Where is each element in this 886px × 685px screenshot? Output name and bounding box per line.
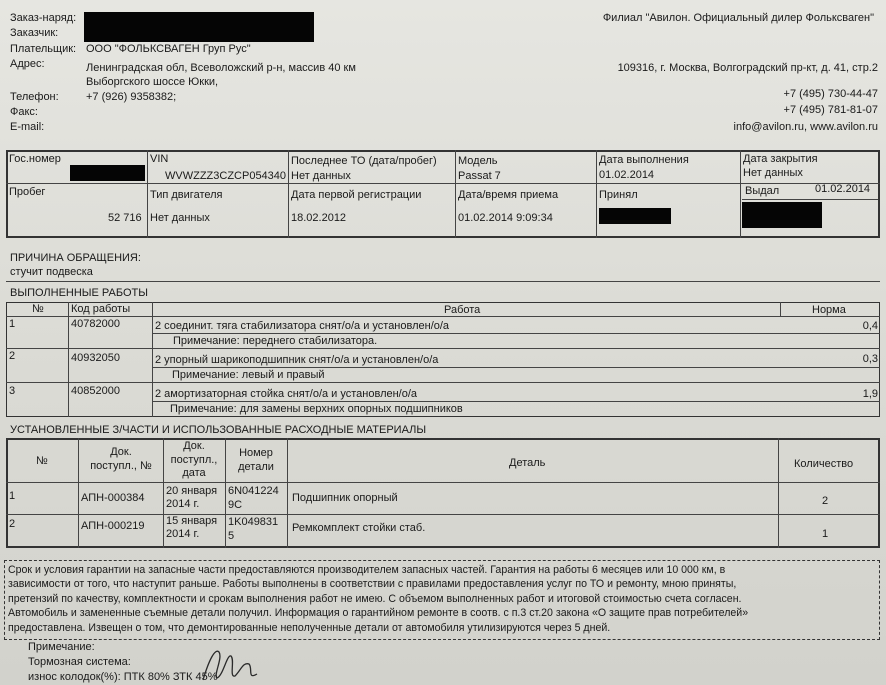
parts-col-divider-2 — [163, 438, 164, 548]
part-row-2-doc: АПН-000219 — [81, 520, 145, 532]
part-row-1-detail: Подшипник опорный — [292, 492, 398, 504]
fax-label: Факс: — [10, 106, 38, 118]
parts-header-detail: Деталь — [509, 457, 546, 469]
work-row-3-code: 40852000 — [71, 385, 120, 397]
vehicle-col-divider-5 — [740, 150, 741, 238]
parts-row-divider — [6, 514, 880, 515]
parts-col-divider-5 — [778, 438, 779, 548]
parts-header-part-num-2: детали — [238, 461, 274, 473]
reason-underline — [6, 281, 880, 282]
work-row-3-num: 3 — [9, 385, 16, 397]
mileage-value: 52 716 — [108, 212, 142, 224]
parts-col-divider-1 — [78, 438, 79, 548]
model-label: Модель — [458, 155, 498, 167]
issued-label: Выдал — [745, 185, 780, 197]
vehicle-col-divider-2 — [288, 150, 289, 238]
payer-value: ООО "ФОЛЬКСВАГЕН Груп Рус" — [86, 43, 251, 55]
work-row-2-code: 40932050 — [71, 352, 120, 364]
engine-value: Нет данных — [150, 212, 210, 224]
work-row-1-bottom — [6, 348, 880, 349]
footer-wear-label: износ колодок(%): ПТК 80% ЗТК 45% — [28, 671, 218, 683]
work-row-1-work: 2 соединит. тяга стабилизатора снят/о/а и установлен/о/а — [155, 320, 450, 332]
parts-header-doc-num-1: Док. — [110, 446, 132, 458]
parts-header-doc-date-3: дата — [182, 467, 206, 479]
parts-col-divider-4 — [287, 438, 288, 548]
works-col-divider-2 — [152, 302, 153, 417]
works-header-work: Работа — [444, 304, 481, 316]
part-row-1-date2: 2014 г. — [166, 498, 200, 510]
works-col-divider-3 — [780, 302, 781, 317]
branch-phone1: +7 (495) 730-44-47 — [783, 88, 878, 100]
work-row-1-code: 40782000 — [71, 318, 120, 330]
reason-title: ПРИЧИНА ОБРАЩЕНИЯ: — [10, 252, 141, 264]
receive-label: Дата/время приема — [458, 189, 559, 201]
work-row-2-note: Примечание: левый и правый — [172, 369, 325, 381]
part-row-2-pn1: 1K049831 — [228, 516, 279, 528]
warranty-line5: предоставлена. Извещен о том, что демонтированные неполученные детали от автомобиля утилизируются через 5 дней. — [8, 622, 611, 634]
done-date-label: Дата выполнения — [599, 154, 689, 166]
parts-header-doc-num-2: поступл., № — [90, 460, 152, 472]
works-col-divider-1 — [68, 302, 69, 417]
works-header-num: № — [32, 303, 44, 315]
engine-label: Тип двигателя — [150, 189, 223, 201]
vin-value: WVWZZZ3CZCP054340 — [165, 170, 287, 182]
close-date-value: Нет данных — [743, 167, 803, 179]
part-row-2-qty: 1 — [822, 528, 829, 540]
redacted-plate — [70, 165, 145, 181]
parts-header-num: № — [36, 455, 48, 467]
branch-contacts: info@avilon.ru, www.avilon.ru — [733, 121, 878, 133]
receive-value: 01.02.2014 9:09:34 — [458, 212, 553, 224]
issued-value: 01.02.2014 — [815, 183, 871, 195]
work-row-1-sep — [152, 333, 880, 334]
model-value: Passat 7 — [458, 170, 501, 182]
vin-label: VIN — [150, 153, 169, 165]
branch-phone2: +7 (495) 781-81-07 — [783, 104, 878, 116]
address-line2: Выборгского шоссе Юкки, — [86, 76, 219, 88]
works-header-divider — [6, 316, 880, 317]
work-row-3-norm: 1,9 — [862, 388, 878, 400]
part-row-1-pn1: 6N041224 — [228, 485, 279, 497]
parts-header-qty: Количество — [794, 458, 854, 470]
redacted-order-number — [84, 12, 314, 42]
reason-value: стучит подвеска — [10, 266, 93, 278]
part-row-1-date1: 20 января — [166, 485, 218, 497]
issued-underline — [742, 199, 878, 200]
branch-name: Филиал "Авилон. Официальный дилер Фольксваген" — [602, 12, 874, 24]
work-row-1-num: 1 — [9, 318, 16, 330]
work-row-2-bottom — [6, 382, 880, 383]
branch-address: 109316, г. Москва, Волгоградский пр-кт, д. 41, стр.2 — [617, 62, 878, 74]
accepted-label: Принял — [599, 189, 638, 201]
first-reg-label: Дата первой регистрации — [291, 189, 422, 201]
works-header-norm: Норма — [812, 304, 846, 316]
done-date-value: 01.02.2014 — [599, 169, 655, 181]
part-row-2-date2: 2014 г. — [166, 528, 200, 540]
parts-header-divider — [6, 482, 880, 483]
part-row-2-pn2: 5 — [228, 530, 235, 542]
vehicle-col-divider-4 — [596, 150, 597, 238]
work-row-1-note: Примечание: переднего стабилизатора. — [173, 335, 378, 347]
part-row-2-date1: 15 января — [166, 515, 218, 527]
order-label: Заказ-наряд: — [10, 12, 77, 24]
work-row-2-sep — [152, 367, 880, 368]
address-label: Адрес: — [10, 58, 45, 70]
email-label: E-mail: — [10, 121, 45, 133]
part-row-1-num: 1 — [9, 490, 16, 502]
works-title: ВЫПОЛНЕННЫЕ РАБОТЫ — [10, 287, 148, 299]
work-row-3-sep — [152, 401, 880, 402]
warranty-line1: Срок и условия гарантии на запасные части предоставляются производителем запасных частей. Гарантия на работы 6 месяцев или 10 000 км, в — [8, 564, 726, 576]
footer-note-label: Примечание: — [28, 641, 95, 653]
mileage-label: Пробег — [9, 186, 46, 198]
first-reg-value: 18.02.2012 — [291, 212, 347, 224]
vehicle-col-divider-1 — [147, 150, 148, 238]
works-header-code: Код работы — [71, 303, 131, 315]
phone-value: +7 (926) 9358382; — [86, 91, 177, 103]
work-row-3-note: Примечание: для замены верхних опорных подшипников — [170, 403, 463, 415]
parts-header-doc-date-1: Док. — [183, 440, 205, 452]
work-row-1-norm: 0,4 — [862, 320, 878, 332]
last-service-label: Последнее ТО (дата/пробег) — [291, 155, 437, 167]
parts-header-doc-date-2: поступл., — [170, 454, 218, 466]
work-row-2-work: 2 упорный шарикоподшипник снят/о/а и установлен/о/а — [155, 354, 439, 366]
phone-label: Телефон: — [10, 91, 59, 103]
part-row-1-doc: АПН-000384 — [81, 492, 145, 504]
work-row-3-work: 2 амортизаторная стойка снят/о/а и установлен/о/а — [155, 388, 418, 400]
customer-label: Заказчик: — [10, 27, 59, 39]
warranty-line3: претензий по качеству, комплектности и срокам выполнения работ не имею. С объемом выполненных работ и итоговой стоимостью счета согласен. — [8, 593, 742, 605]
vehicle-row-divider — [6, 183, 880, 184]
part-row-1-pn2: 9C — [228, 499, 243, 511]
parts-col-divider-3 — [225, 438, 226, 548]
parts-header-part-num-1: Номер — [239, 447, 273, 459]
parts-title: УСТАНОВЛЕННЫЕ З/ЧАСТИ И ИСПОЛЬЗОВАННЫЕ РАСХОДНЫЕ МАТЕРИАЛЫ — [10, 424, 427, 436]
plate-label: Гос.номер — [9, 153, 61, 165]
work-row-2-num: 2 — [9, 350, 16, 362]
vehicle-col-divider-3 — [455, 150, 456, 238]
last-service-value: Нет данных — [291, 170, 351, 182]
part-row-1-qty: 2 — [822, 495, 829, 507]
warranty-line4: Автомобиль и замененные съемные детали получил. Информация о гарантийном ремонте в соотв. с п.3 ст.20 закона «О защите прав потребителей» — [8, 607, 749, 619]
close-date-label: Дата закрытия — [743, 153, 818, 165]
footer-brake-label: Тормозная система: — [28, 656, 131, 668]
signature-mark — [195, 640, 265, 685]
address-line1: Ленинградская обл, Всеволожский р-н, массив 40 км — [86, 62, 356, 74]
payer-label: Плательщик: — [10, 43, 77, 55]
part-row-2-detail: Ремкомплект стойки стаб. — [292, 522, 426, 534]
work-row-2-norm: 0,3 — [862, 353, 878, 365]
warranty-line2: зависимости от того, что наступит раньше. Работы выполнены в соответствии с правилами предоставления услуг по ТО и ремонту, мною приняты, — [8, 578, 737, 590]
redacted-issued-by — [742, 202, 822, 228]
redacted-accepted-by — [599, 208, 671, 224]
part-row-2-num: 2 — [9, 518, 16, 530]
